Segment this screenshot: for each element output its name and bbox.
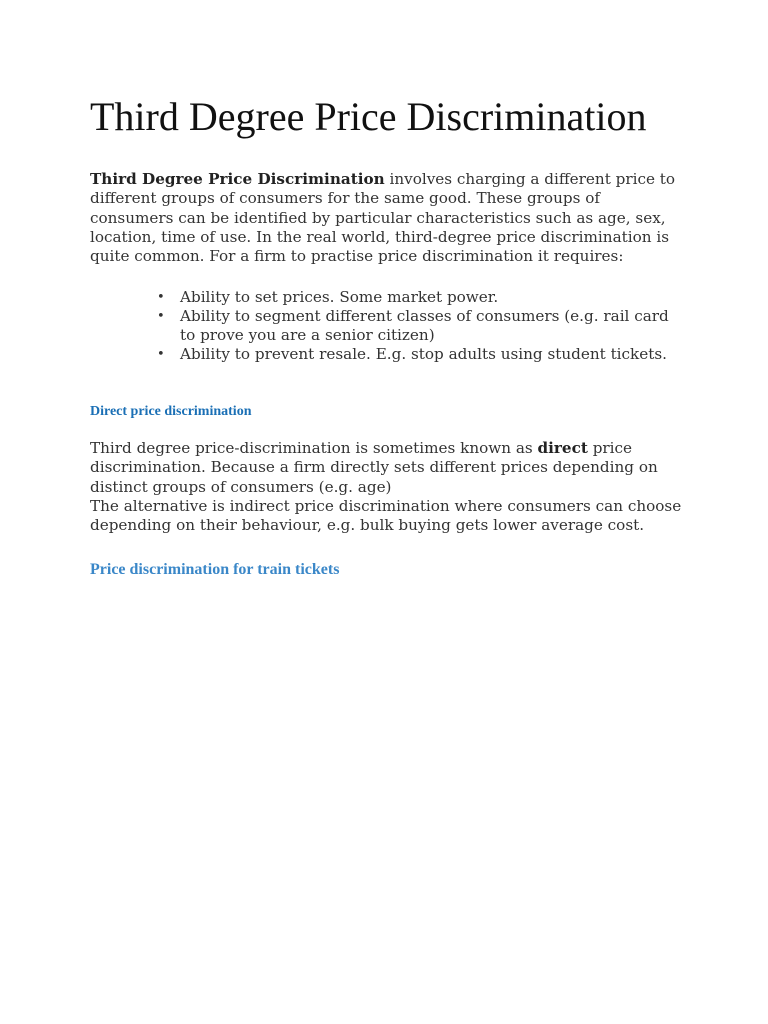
bullet-icon: •: [157, 290, 165, 305]
direct-paragraph: [90, 439, 682, 535]
direct-text-before: Third degree price-discrimination is sometimes known as: [90, 439, 538, 457]
bullet-icon: •: [157, 347, 165, 362]
intro-paragraph: [90, 170, 680, 266]
intro-text: involves charging a different price to different groups of consumers for the same good. These groups of consumers can be identified by particular characteristics such as age, sex, location, time of use. In the real world, third-degree price discrimination is quite common. For a firm to practise price discrimination it requires:: [90, 170, 676, 266]
section-heading-train-tickets: Price discrimination for train tickets: [90, 561, 340, 578]
direct-text-after: price discrimination. Because a firm directly sets different prices depending on distinct groups of consumers (e.g. age): [90, 439, 658, 496]
requirements-list: [90, 288, 680, 364]
list-item-text: Ability to segment different classes of consumers (e.g. rail card to prove you are a senior citizen): [180, 307, 669, 344]
alternative-text: The alternative is indirect price discrimination where consumers can choose depending on their behaviour, e.g. bulk buying gets lower average cost.: [90, 496, 682, 535]
section-heading-direct: Direct price discrimination: [90, 404, 252, 419]
list-item-text: Ability to prevent resale. E.g. stop adults using student tickets.: [180, 345, 667, 363]
bullet-icon: •: [157, 309, 165, 324]
list-item: [90, 345, 680, 364]
direct-bold-term: direct: [537, 439, 588, 457]
list-item-text: Ability to set prices. Some market power.: [180, 288, 499, 306]
page-title: Third Degree Price Discrimination: [90, 94, 647, 139]
intro-lead-term: Third Degree Price Discrimination: [90, 170, 385, 188]
list-item: [90, 288, 680, 307]
list-item: [90, 307, 680, 345]
